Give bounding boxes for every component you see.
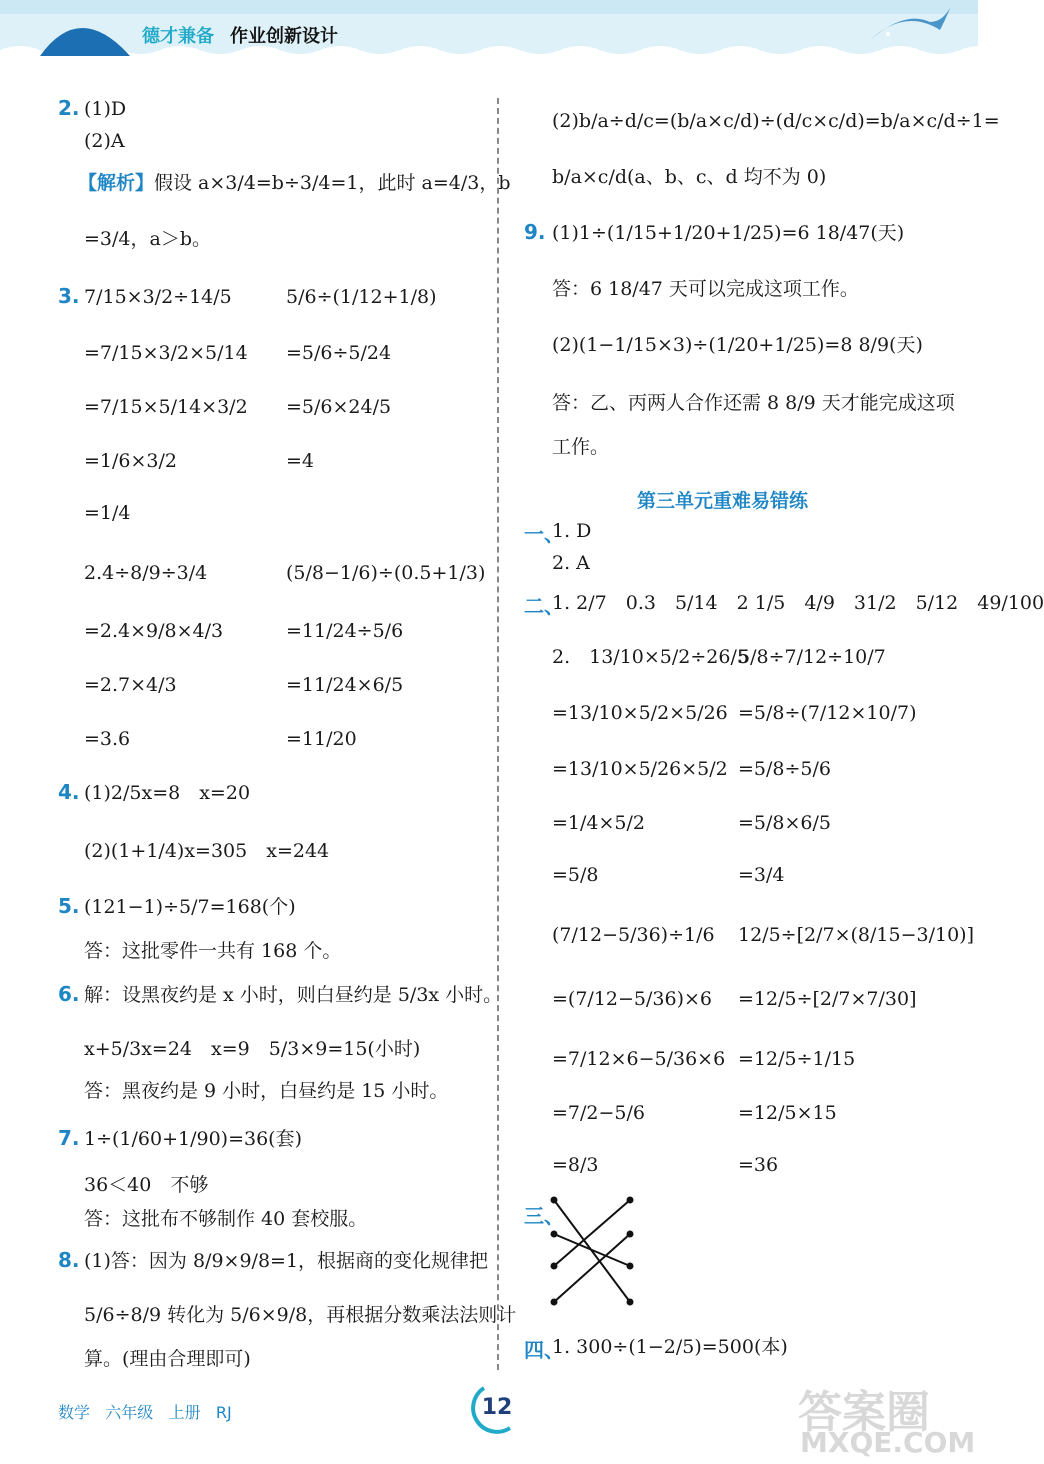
answer-line [552,550,590,576]
watermark-url: MXQE.COM [800,1426,976,1459]
question-number: 9. [524,220,546,244]
answer-line [286,726,357,752]
answer-line [84,894,296,920]
answer-text: 答：这批布不够制作 40 套校服。 [84,1208,368,1230]
answer-text: (2)(1+1/4)x=305 x=244 [84,840,330,862]
answer-line [84,128,125,154]
answer-line [84,1346,251,1372]
watermark-logo: 答案圈 [798,1387,930,1438]
answer-line [552,644,749,670]
answer-line [552,276,859,302]
answer-text: (1)1÷(1/15+1/20+1/25)=6 18/47(天) [552,222,905,244]
page-number: 12 [481,1395,513,1420]
answer-text: 12/5÷[2/7×(8/15−3/10)] [738,924,974,946]
answer-line [552,862,599,888]
answer-text: 答：6 18/47 天可以完成这项工作。 [552,278,859,300]
answer-line [738,922,974,948]
answer-text: 36＜40 不够 [84,1174,209,1196]
answer-text: =7/2−5/6 [552,1102,645,1124]
answer-text: (7/12−5/36)÷1/6 [552,924,715,946]
answer-text: (2)b/a÷d/c=(b/a×c/d)÷(d/c×c/d)=b/a×c/d÷1= [552,110,1000,132]
answer-line [552,220,904,246]
answer-line [286,672,403,698]
answer-line [286,394,391,420]
answer-text: =11/24÷5/6 [286,620,404,642]
answer-text: =1/4 [84,502,131,524]
answer-line [552,756,728,782]
answer-text: =3/4，a＞b。 [84,228,211,250]
footer-info [58,1400,232,1423]
question-number: 四、 [524,1338,564,1362]
section-title: 第三单元重难易错练 [637,490,809,512]
answer-text: =(7/12−5/36)×6 [552,988,713,1010]
answer-text: 假设 a×3/4=b÷3/4=1，此时 a=4/3，b [154,172,511,194]
answer-text: =2.7×4/3 [84,674,177,696]
answer-text: 答：黑夜约是 9 小时，白昼约是 15 小时。 [84,1080,449,1102]
question-number: 5. [58,894,80,918]
answer-text: 答：这批零件一共有 168 个。 [84,940,342,962]
answer-line [552,434,609,460]
brand-name: 德才兼备 [142,26,214,47]
answer-line [738,986,917,1012]
answer-text: =7/12×6−5/36×6 [552,1048,726,1070]
answer-line [286,560,485,586]
answer-text: =12/5÷[2/7×7/30] [738,988,917,1010]
answer-text: 2.4÷8/9÷3/4 [84,562,208,584]
answer-line [286,340,391,366]
answer-text: =5/6×24/5 [286,396,392,418]
matching-lines-diagram [548,1194,638,1310]
answer-line [84,982,502,1008]
answer-line [738,756,831,782]
answer-text: 答：乙、丙两人合作还需 8 8/9 天才能完成这项 [552,392,955,414]
answer-line [552,1100,645,1126]
answer-line [738,862,785,888]
footer-edition: RJ [215,1403,232,1422]
answer-line [738,1152,778,1178]
answer-text: 5/8÷7/12÷10/7 [738,646,886,668]
column-divider [497,98,499,1370]
answer-line [84,1036,420,1062]
answer-line [84,284,232,310]
answer-line [84,394,248,420]
answer-text: =12/5÷1/15 [738,1048,856,1070]
answer-line [552,700,728,726]
answer-line [84,838,329,864]
answer-line [552,1334,788,1360]
answer-line [552,1152,599,1178]
answer-text: =13/10×5/26×5/2 [552,758,728,780]
answer-line [78,170,511,196]
question-number: 4. [58,780,80,804]
answer-line [84,1172,208,1198]
answer-text: =1/4×5/2 [552,812,645,834]
answer-line [84,448,177,474]
answer-line [84,1302,516,1328]
answer-text: 1÷(1/60+1/90)=36(套) [84,1128,303,1150]
answer-line [738,1046,855,1072]
answer-line [552,1046,725,1072]
answer-text: =5/6÷5/24 [286,342,392,364]
answer-text: =3/4 [738,864,785,886]
answer-line [552,518,591,544]
answer-text: (1)答：因为 8/9×9/8=1，根据商的变化规律把 [84,1250,489,1272]
answer-line [84,938,341,964]
answer-text: (1)2/5x=8 x=20 [84,782,251,804]
answer-text: =5/8×6/5 [738,812,831,834]
answer-line [84,1126,302,1152]
answer-line [286,284,437,310]
answer-text: 算。(理由合理即可) [84,1348,251,1370]
answer-text: =7/15×5/14×3/2 [84,396,248,418]
answer-line [552,332,923,358]
answer-text: =5/8÷5/6 [738,758,831,780]
answer-line [84,672,177,698]
answer-line [84,618,223,644]
answer-text: =7/15×3/2×5/14 [84,342,248,364]
answer-line [552,108,1000,134]
header-subtitle: 作业创新设计 [230,26,338,47]
answer-line [84,560,207,586]
answer-text: =12/5×15 [738,1102,837,1124]
answer-text: =5/8 [552,864,599,886]
analysis-tag: 【解析】 [78,172,155,194]
answer-line [552,164,826,190]
answer-text: 1. 2/7 0.3 5/14 2 1/5 4/9 31/2 5/12 49/100 [552,592,1044,614]
answer-text: 1. 300÷(1−2/5)=500(本) [552,1336,788,1358]
answer-text: 2. 13/10×5/2÷26/5 [552,646,749,668]
answer-text: x+5/3x=24 x=9 5/3×9=15(小时) [84,1038,421,1060]
answer-text: 1. D [552,520,592,542]
answer-text: =11/24×6/5 [286,674,404,696]
answer-line [84,226,211,252]
answer-line [84,340,248,366]
answer-text: =3.6 [84,728,131,750]
answer-text: =5/8÷(7/12×10/7) [738,702,917,724]
answer-text: =8/3 [552,1154,599,1176]
question-number: 三、 [524,1204,564,1228]
question-number: 7. [58,1126,80,1150]
footer-grade: 六年级 [105,1403,154,1422]
footer-subject: 数学 [58,1403,91,1422]
question-number: 一、 [524,522,564,546]
answer-line [738,810,831,836]
answer-line [84,726,130,752]
answer-line [84,1248,488,1274]
header-banner [0,0,978,62]
answer-text: 解：设黑夜约是 x 小时，则白昼约是 5/3x 小时。 [84,984,503,1006]
answer-line [552,986,712,1012]
answer-line [738,1100,837,1126]
answer-text: 5/6÷8/9 转化为 5/6×9/8，再根据分数乘法法则计 [84,1304,517,1326]
answer-text: 工作。 [552,436,610,458]
answer-text: =13/10×5/2×5/26 [552,702,728,724]
answer-line [84,96,126,122]
answer-line [84,1206,367,1232]
answer-line [84,500,131,526]
answer-line [738,700,917,726]
answer-text: 7/15×3/2÷14/5 [84,286,232,308]
answer-text: =4 [286,450,315,472]
answer-text: 5/6÷(1/12+1/8) [286,286,437,308]
answer-line [552,590,1044,616]
answer-line [84,1078,448,1104]
answer-line [286,618,403,644]
question-number: 3. [58,284,80,308]
footer-volume: 上册 [168,1403,201,1422]
answer-text: (2)A [84,130,125,152]
question-number: 2. [58,96,80,120]
answer-text: =36 [738,1154,779,1176]
answer-line [552,810,645,836]
answer-text: (1)D [84,98,127,120]
answer-text: =2.4×9/8×4/3 [84,620,224,642]
question-number: 二、 [524,594,564,618]
answer-line [84,780,250,806]
answer-line [738,644,886,670]
answer-line [552,390,955,416]
answer-text: =1/6×3/2 [84,450,177,472]
answer-text: =11/20 [286,728,357,750]
question-number: 6. [58,982,80,1006]
answer-text: b/a×c/d(a、b、c、d 均不为 0) [552,166,827,188]
answer-text: (2)(1−1/15×3)÷(1/20+1/25)=8 8/9(天) [552,334,923,356]
answer-line [552,922,715,948]
answer-text: (5/8−1/6)÷(0.5+1/3) [286,562,486,584]
answer-text: 2. A [552,552,590,574]
question-number: 8. [58,1248,80,1272]
answer-line [286,448,314,474]
answer-text: (121−1)÷5/7=168(个) [84,896,296,918]
